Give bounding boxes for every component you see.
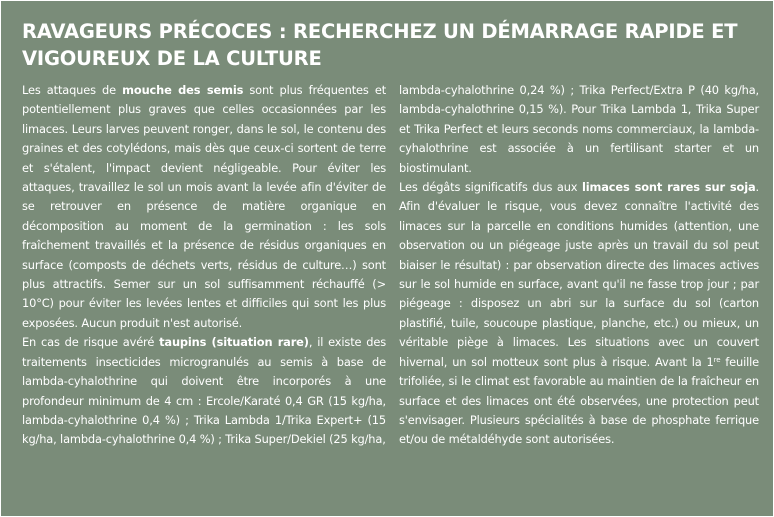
left-column bbox=[22, 81, 386, 450]
text-segment: Les dégâts significatifs dus aux bbox=[399, 180, 583, 195]
bold-term: limaces sont rares sur soja bbox=[582, 180, 756, 195]
info-panel bbox=[1, 1, 773, 516]
bold-term: mouche des semis bbox=[122, 83, 244, 97]
bold-term: taupins (situation rare) bbox=[159, 335, 309, 350]
text-segment: feuille trifoliée, si le climat est favorable au maintien de la fraîcheur en surface et des limaces ont été observées, une protection peut s'envisager. Plusieurs spécialités à base de phosphate ferrique et/ou de métaldéhyde sont autorisées. bbox=[399, 354, 759, 447]
superscript: re bbox=[713, 355, 721, 364]
text-segment: sont plus fréquentes et potentiellement plus graves que celles occasionnées par les limaces. Leurs larves peuvent ronger, dans le sol, le contenu des graines et des cotylédons, mais dès que ceux-ci sortent de terre et s'étalent, l'impact devient négligeable. Pour éviter les attaques, travaillez le sol un mois avant la levée afin d'éviter de se retrouver en présence de matière organique en décomposition au moment de la germination : les sols fraîchement travaillés et la présence de résidus organiques en surface (composts de déchets verts, résidus de culture…) sont plus attractifs. Semer sur un sol suffisamment réchauffé (> 10°C) pour éviter les levées lentes et difficiles qui sont les plus exposées. Aucun produit n'est autorisé. bbox=[22, 83, 387, 330]
taupins-paragraph bbox=[22, 333, 386, 449]
panel-title: RAVAGEURS PRÉCOCES : RECHERCHEZ UN DÉMARRAGE RAPIDE ET VIGOUREUX DE LA CULTURE bbox=[22, 20, 738, 70]
text-segment: En cas de risque avéré bbox=[22, 335, 160, 350]
right-column bbox=[399, 81, 759, 450]
text-segment: . Afin d'évaluer le risque, vous devez connaître l'activité des limaces sur la parcelle en conditions humides (attention, une observation ou un piégeage juste après un travail du sol peut biaiser le résultat) : par observation directe des limaces actives sur le sol humide en surface, avant qu'il ne fasse trop jour ; par piégeage : disposez un abri sur la surface du sol (carton plastifié, tuile, soucoupe plastique, planche, etc.) ou mieux, un véritable piège à limaces. Les situations avec un couvert hivernal, un sol motteux sont plus à risque. Avant la 1 bbox=[399, 180, 759, 369]
text-segment: , il existe des traitements insecticides microgranulés au semis à base de lambda-cyhalothrine qui doivent être incorporés à une profondeur minimum de 4 cm : Ercole/Karaté 0,4 GR (15 kg/ha, lambda-cyhalothrine 0,4 %) ; Trika Lambda 1/Trika Expert+ (15 kg/ha, lambda-cyhalothrine 0,4 %) ; Trika Super/Dekiel (25 kg/ha, bbox=[22, 335, 387, 447]
traitements-continued-paragraph: lambda-cyhalothrine 0,24 %) ; Trika Perfect/Extra P (40 kg/ha, lambda-cyhalothrine 0,15 %). Pour Trika Lambda 1, Trika Super et Trika Perfect et leurs seconds noms commerciaux, la lambda-cyhalothrine est associée à un fertilisant starter et un biostimulant. bbox=[399, 83, 759, 175]
mouche-des-semis-paragraph bbox=[22, 81, 386, 333]
text-segment: Les attaques de bbox=[22, 83, 123, 97]
limaces-paragraph bbox=[399, 178, 759, 450]
